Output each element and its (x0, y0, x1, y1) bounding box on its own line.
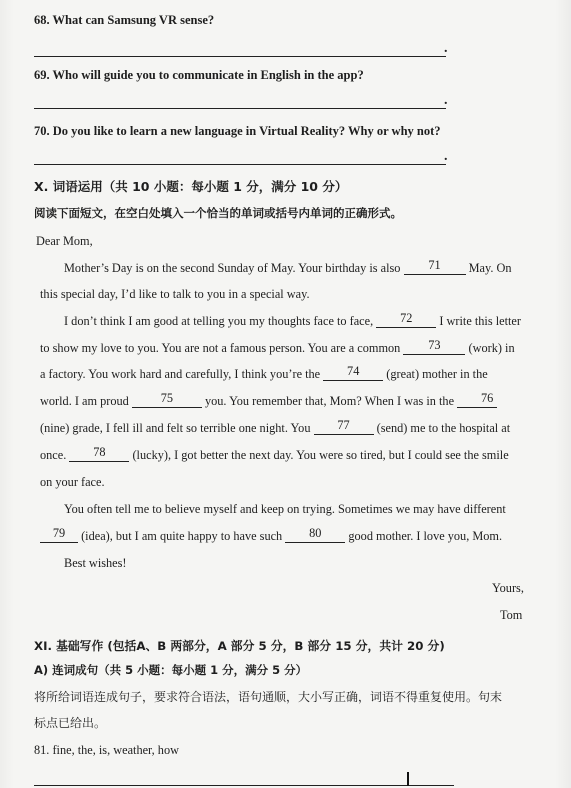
letter-text: you. You remember that, Mom? When I was in the (204, 394, 455, 408)
letter-text: to show my love to you. You are not a famous person. You are a common (40, 341, 401, 355)
blank-number: 80 (309, 526, 322, 540)
blank-73[interactable] (403, 340, 465, 355)
letter-line-4 (40, 340, 540, 356)
blank-80[interactable] (285, 528, 345, 543)
letter-wishes: Best wishes! (64, 556, 127, 570)
end-mark-69: . (444, 93, 448, 108)
blank-number: 74 (347, 364, 360, 378)
letter-line-8 (40, 447, 540, 463)
blank-79[interactable] (40, 528, 78, 543)
blank-number: 77 (337, 418, 350, 432)
answer-line-69[interactable] (34, 108, 446, 109)
section-xi-instruction-1: 将所给词语连成句子，要求符合语法，语句通顺，大小写正确，词语不得重复使用。句末 (34, 690, 503, 704)
letter-greeting: Dear Mom, (36, 234, 93, 248)
question-69: 69. Who will guide you to communicate in English in the app? (34, 68, 364, 82)
letter-text: a factory. You work hard and carefully, I think you’re the (40, 367, 321, 381)
end-mark-68: . (444, 41, 448, 56)
text-cursor (407, 772, 409, 786)
letter-line-6 (40, 393, 540, 409)
section-xi-instruction-2: 标点已给出。 (34, 716, 107, 730)
blank-74[interactable] (323, 366, 383, 381)
letter-text: (great) mother in the (386, 367, 488, 381)
letter-line-7 (40, 420, 540, 436)
letter-text: May. On (468, 261, 512, 275)
letter-signature: Tom (500, 608, 523, 622)
answer-line-70[interactable] (34, 164, 446, 165)
blank-number: 71 (428, 258, 441, 272)
letter-text: (lucky), I got better the next day. You were so tired, but I could see the smile (132, 448, 509, 462)
answer-line-81[interactable] (34, 785, 454, 786)
blank-76[interactable] (457, 393, 497, 408)
blank-number: 75 (160, 391, 174, 405)
letter-line-9: on your face. (40, 475, 105, 489)
section-x-heading: X. 词语运用（共 10 小题：每小题 1 分，满分 10 分） (34, 179, 348, 194)
blank-number: 79 (52, 526, 66, 540)
blank-number: 72 (400, 311, 413, 325)
letter-text: (work) in (468, 341, 515, 355)
blank-number: 76 (480, 391, 494, 405)
question-81: 81. fine, the, is, weather, how (34, 743, 179, 757)
blank-78[interactable] (69, 447, 129, 462)
letter-text: I don’t think I am good at telling you my thoughts face to face, (64, 314, 374, 328)
letter-text: world. I am proud (40, 394, 129, 408)
letter-line-1 (64, 260, 564, 276)
blank-71[interactable] (404, 260, 466, 275)
blank-75[interactable] (132, 393, 202, 408)
letter-line-5 (40, 366, 540, 382)
question-68: 68. What can Samsung VR sense? (34, 13, 215, 27)
letter-text: (nine) grade, I fell ill and felt so terrible one night. You (40, 421, 311, 435)
letter-line-11 (40, 528, 540, 544)
blank-number: 73 (428, 338, 441, 352)
letter-text: (idea), but I am quite happy to have such (81, 529, 283, 543)
blank-number: 78 (93, 445, 106, 459)
question-70: 70. Do you like to learn a new language in Virtual Reality? Why or why not? (34, 124, 441, 138)
letter-text: (send) me to the hospital at (376, 421, 511, 435)
letter-text: I write this letter (439, 314, 521, 328)
blank-77[interactable] (314, 420, 374, 435)
letter-line-10: You often tell me to believe myself and keep on trying. Sometimes we may have different (64, 502, 506, 516)
letter-text: Mother’s Day is on the second Sunday of May. Your birthday is also (64, 261, 401, 275)
section-xi-part-a: A) 连词成句（共 5 小题：每小题 1 分，满分 5 分） (34, 663, 308, 677)
letter-text: once. (40, 448, 67, 462)
blank-72[interactable] (376, 313, 436, 328)
letter-line-2: this special day, I’d like to talk to you in a special way. (40, 287, 310, 301)
letter-closing: Yours, (492, 581, 524, 595)
section-xi-heading: XI. 基础写作 (包括A、B 两部分，A 部分 5 分，B 部分 15 分，共计 20 分) (34, 639, 445, 653)
end-mark-70: . (444, 149, 448, 164)
answer-line-68[interactable] (34, 56, 446, 57)
letter-line-3 (64, 313, 564, 329)
section-x-instruction: 阅读下面短文，在空白处填入一个恰当的单词或括号内单词的正确形式。 (34, 206, 402, 220)
letter-text: good mother. I love you, Mom. (348, 529, 503, 543)
